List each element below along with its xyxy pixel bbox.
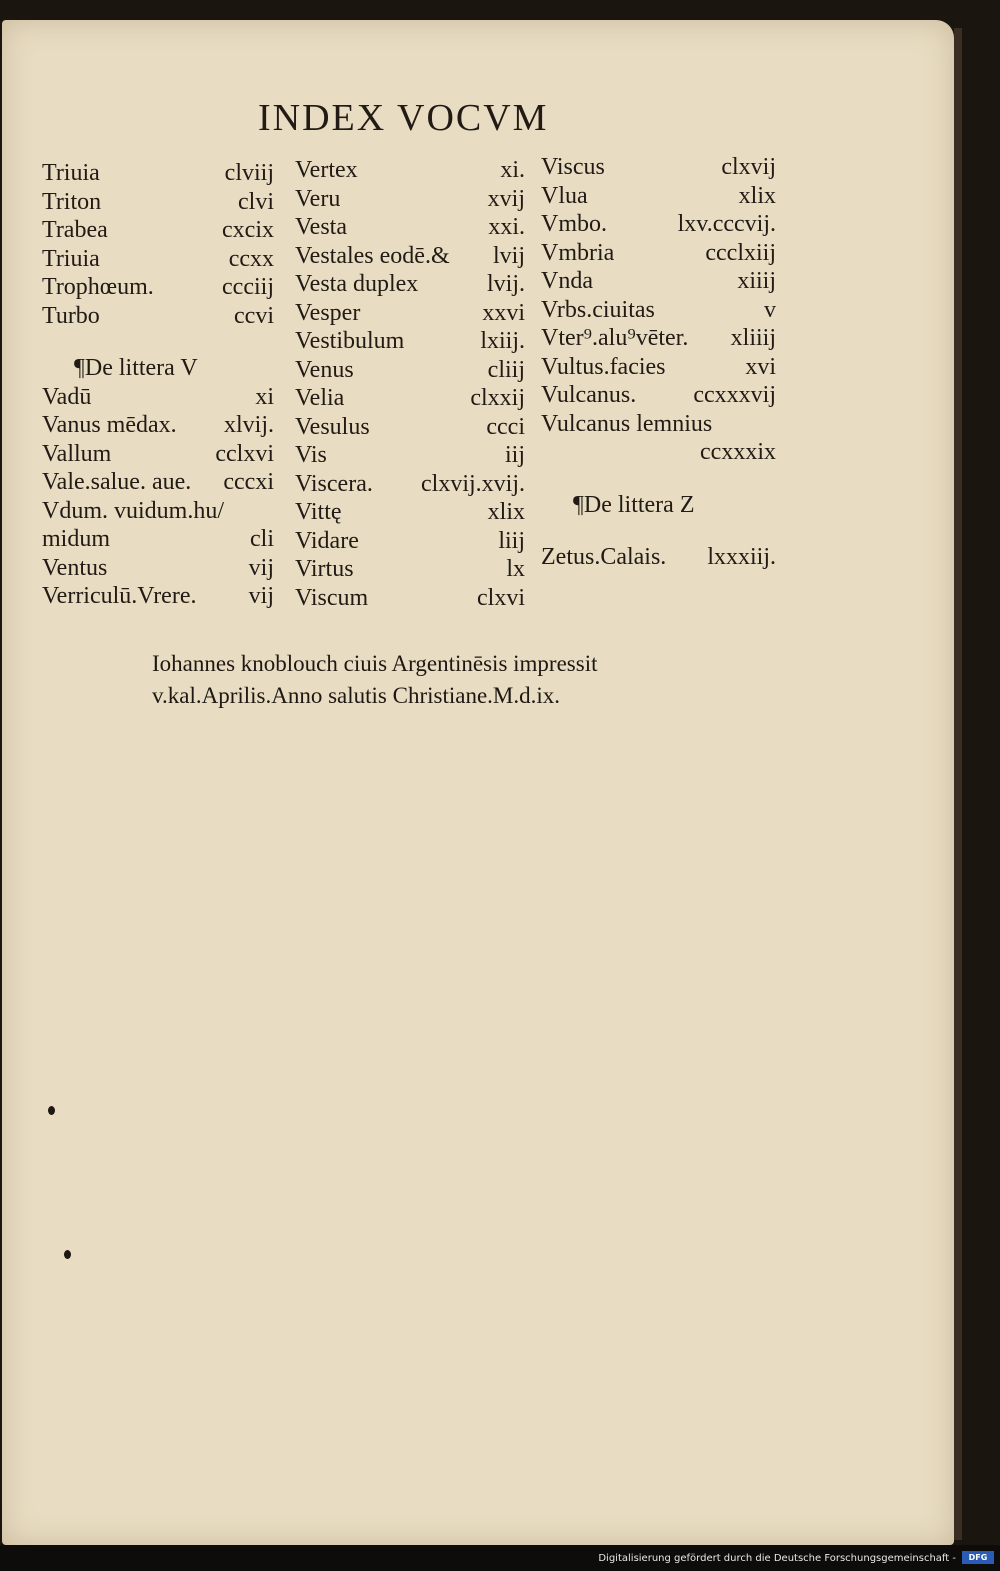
- index-entry: [42, 555, 274, 584]
- index-column-1: [42, 160, 274, 612]
- entry-word: Trabea: [42, 217, 108, 243]
- index-entry: [295, 414, 525, 443]
- entry-reference: clxvij: [721, 154, 776, 180]
- index-entry: [42, 412, 274, 441]
- entry-word: Triton: [42, 188, 102, 215]
- entry-word: Vanus mēdax.: [42, 412, 177, 438]
- entry-reference: xvij: [487, 185, 525, 212]
- entry-reference: v: [764, 296, 776, 323]
- entry-reference: lxxxiij.: [707, 544, 776, 570]
- index-entry: [541, 544, 776, 573]
- index-entry: [295, 471, 525, 500]
- entry-reference: xiiij: [737, 268, 776, 294]
- index-entry: [42, 526, 274, 555]
- entry-reference: xxvi: [482, 299, 525, 326]
- page-edge: [954, 28, 962, 1540]
- index-entry: [295, 556, 525, 585]
- entry-word: Vestibulum: [295, 328, 405, 354]
- entry-reference: vij: [248, 583, 274, 609]
- entry-reference: xlvij.: [223, 412, 274, 438]
- entry-reference: cli: [250, 526, 274, 552]
- entry-reference: clxvi: [477, 584, 525, 611]
- index-entry: [42, 217, 274, 246]
- entry-reference: lxv.cccvij.: [677, 211, 776, 237]
- entry-reference: clxxij: [470, 385, 525, 411]
- index-entry: [541, 240, 776, 269]
- entry-reference: clvi: [238, 188, 274, 215]
- index-entry: [295, 328, 525, 357]
- index-entry: [541, 325, 776, 354]
- index-entry: [541, 411, 776, 440]
- entry-word: Vadū: [42, 383, 92, 410]
- footer-text: Digitalisierung gefördert durch die Deutsche Forschungsgemeinschaft -: [598, 1553, 956, 1564]
- index-entry: [541, 268, 776, 297]
- entry-reference: ccclxiij: [705, 239, 776, 266]
- entry-reference: cccxi: [223, 469, 274, 495]
- index-entry: [42, 274, 274, 303]
- entry-word: Vmbria: [541, 239, 615, 266]
- entry-reference: xi: [255, 383, 274, 410]
- entry-word: Velia: [295, 385, 345, 411]
- index-entry: [42, 189, 274, 218]
- index-entry: [541, 154, 776, 183]
- entry-reference: xi.: [500, 157, 525, 183]
- entry-reference: lx: [506, 556, 525, 582]
- entry-reference: ccxxxvij: [693, 382, 776, 408]
- entry-word: Vmbo.: [541, 211, 607, 237]
- entry-word: Ventus: [42, 554, 108, 581]
- entry-reference: xlix: [738, 182, 776, 209]
- entry-word: Vrbs.ciuitas: [541, 296, 655, 323]
- entry-reference: xliiij: [730, 325, 776, 351]
- index-entry: [295, 528, 525, 557]
- ink-spot: [64, 1250, 71, 1259]
- entry-reference: clviij: [224, 160, 274, 186]
- index-entry: [42, 160, 274, 189]
- section-spacer: [42, 331, 274, 355]
- index-entry: [295, 300, 525, 329]
- index-entry: [295, 214, 525, 243]
- index-entry: [295, 357, 525, 386]
- entry-word: Vidare: [295, 527, 359, 554]
- entry-word: Vulcanus.: [541, 382, 637, 408]
- entry-reference: cclxvi: [215, 440, 274, 467]
- entry-word: Vesta: [295, 214, 347, 240]
- entry-reference: ccxxxix: [700, 439, 776, 465]
- entry-word: Vter⁹.alu⁹vēter.: [541, 325, 689, 351]
- colophon-line-2: v.kal.Aprilis.Anno salutis Christiane.M.d.ix.: [152, 683, 561, 708]
- entry-word: Zetus.Calais.: [541, 544, 667, 570]
- entry-reference: ccciij: [222, 274, 274, 300]
- entry-reference: lvij: [492, 242, 525, 269]
- index-entry: [295, 243, 525, 272]
- colophon-line-1: Iohannes knoblouch ciuis Argentinēsis impressit: [152, 651, 598, 676]
- index-entry: [541, 439, 776, 468]
- index-column-2: [295, 157, 525, 613]
- entry-reference: cxcix: [222, 217, 274, 243]
- index-entry: [42, 583, 274, 612]
- page-title: INDEX VOCVM: [258, 97, 549, 139]
- section-spacer: [541, 468, 776, 492]
- entry-word: Vultus.facies: [541, 353, 666, 380]
- entry-reference: ccvi: [234, 302, 274, 329]
- index-entry: [295, 442, 525, 471]
- entry-word: Vdum. vuidum.hu/: [42, 497, 225, 524]
- index-entry: [295, 271, 525, 300]
- entry-reference: lvij.: [486, 271, 525, 297]
- entry-reference: ccci: [486, 413, 525, 440]
- entry-word: Vis: [295, 442, 327, 468]
- entry-word: Vittę: [295, 499, 342, 525]
- entry-word: Vlua: [541, 182, 588, 209]
- entry-word: Vestales eodē.&: [295, 242, 450, 269]
- digitization-footer: [0, 1545, 1000, 1571]
- entry-word: midum: [42, 526, 111, 552]
- index-entry: [42, 246, 274, 275]
- index-entry: [295, 585, 525, 614]
- entry-word: Turbo: [42, 302, 100, 329]
- entry-reference: lxiij.: [480, 328, 525, 354]
- index-entry: [42, 384, 274, 413]
- entry-word: Vesulus: [295, 413, 370, 440]
- entry-word: Viscera.: [295, 470, 373, 497]
- entry-reference: clxvij.xvij.: [421, 470, 525, 497]
- index-entry: [541, 183, 776, 212]
- entry-word: Viscus: [541, 154, 605, 180]
- entry-reference: vij: [248, 554, 274, 581]
- entry-word: Veru: [295, 185, 341, 212]
- entry-word: Vulcanus lemnius: [541, 410, 713, 437]
- section-heading: ¶De littera V: [74, 355, 198, 381]
- index-entry: [42, 441, 274, 470]
- entry-word: Verriculū.Vrere.: [42, 583, 197, 609]
- entry-word: Viscum: [295, 584, 369, 611]
- entry-reference: iij: [504, 442, 525, 468]
- entry-word: Triuia: [42, 160, 100, 186]
- index-entry: [541, 382, 776, 411]
- index-entry: [541, 297, 776, 326]
- colophon: [152, 648, 712, 712]
- entry-word: Virtus: [295, 556, 354, 582]
- section-heading: ¶De littera Z: [573, 491, 695, 518]
- entry-reference: cliij: [487, 356, 525, 383]
- index-entry: [42, 303, 274, 332]
- entry-word: Venus: [295, 356, 354, 383]
- index-entry: [541, 354, 776, 383]
- index-entry: [295, 385, 525, 414]
- index-entry: [295, 499, 525, 528]
- entry-word: Vertex: [295, 157, 358, 183]
- dfg-logo: DFG: [962, 1551, 994, 1564]
- index-entry: [541, 211, 776, 240]
- entry-reference: liij: [498, 527, 525, 554]
- entry-word: Vale.salue. aue.: [42, 469, 192, 495]
- entry-word: Trophœum.: [42, 274, 154, 300]
- index-entry: [42, 498, 274, 527]
- entry-reference: xlix: [487, 499, 525, 525]
- ink-spot: [48, 1106, 55, 1115]
- entry-word: Vesper: [295, 299, 361, 326]
- index-entry: [295, 186, 525, 215]
- entry-word: Vnda: [541, 268, 593, 294]
- section-spacer: [541, 520, 776, 544]
- entry-reference: xxi.: [488, 214, 525, 240]
- index-column-3: [541, 154, 776, 573]
- entry-word: Vallum: [42, 440, 112, 467]
- entry-word: Triuia: [42, 245, 100, 272]
- entry-reference: xvi: [745, 353, 776, 380]
- index-entry: [42, 469, 274, 498]
- index-entry: [295, 157, 525, 186]
- entry-word: Vesta duplex: [295, 271, 419, 297]
- entry-reference: ccxx: [228, 245, 274, 272]
